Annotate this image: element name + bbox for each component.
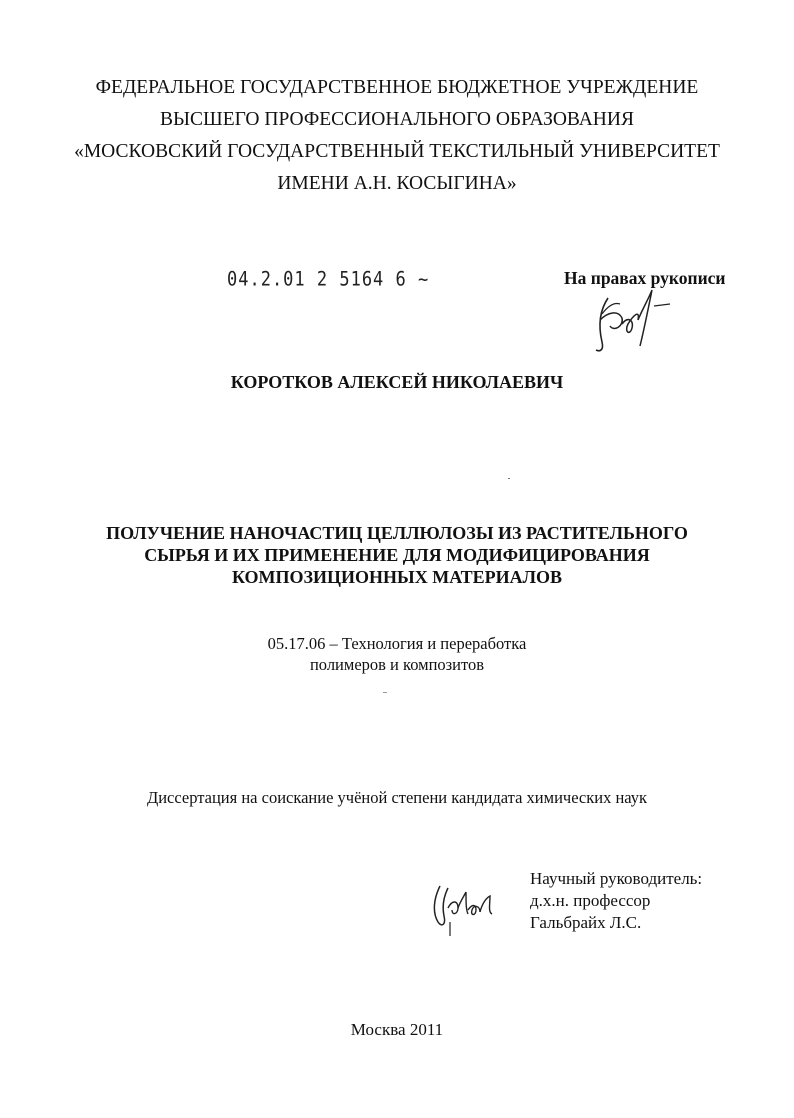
registration-number: 04.2.01 2 5164 6 ~ [227, 268, 430, 291]
specialty-line: полимеров и композитов [309, 655, 485, 674]
author-name: КОРОТКОВ АЛЕКСЕЙ НИКОЛАЕВИЧ [230, 372, 564, 392]
institution-line: «МОСКОВСКИЙ ГОСУДАРСТВЕННЫЙ ТЕКСТИЛЬНЫЙ УНИВЕРСИТЕТ [74, 141, 720, 162]
title-line: КОМПОЗИЦИОННЫХ МАТЕРИАЛОВ [231, 567, 563, 587]
dissertation-title [0, 522, 794, 588]
supervisor-block [530, 868, 702, 934]
supervisor-signature-icon [430, 878, 500, 938]
title-line: СЫРЬЯ И ИХ ПРИМЕНЕНИЕ ДЛЯ МОДИФИЦИРОВАНИЯ [144, 545, 650, 565]
degree-statement: Диссертация на соискание учёной степени кандидата химических наук [146, 788, 648, 807]
scan-speck [508, 478, 510, 479]
title-line: ПОЛУЧЕНИЕ НАНОЧАСТИЦ ЦЕЛЛЮЛОЗЫ ИЗ РАСТИТЕЛЬНОГО [106, 523, 688, 543]
scan-speck [383, 692, 387, 693]
institution-header [0, 72, 794, 200]
institution-line: ФЕДЕРАЛЬНОЕ ГОСУДАРСТВЕННОЕ БЮДЖЕТНОЕ УЧРЕЖДЕНИЕ [95, 77, 699, 98]
supervisor-line: Гальбрайх Л.С. [530, 913, 642, 932]
supervisor-line: д.х.н. профессор [530, 891, 651, 910]
institution-line: ИМЕНИ А.Н. КОСЫГИНА» [277, 173, 517, 194]
author-signature-icon [578, 280, 678, 360]
specialty-line: 05.17.06 – Технология и переработка [267, 634, 527, 653]
institution-line: ВЫСШЕГО ПРОФЕССИОНАЛЬНОГО ОБРАЗОВАНИЯ [160, 109, 634, 130]
supervisor-line: Научный руководитель: [530, 869, 703, 888]
specialty [0, 633, 794, 675]
manuscript-note: На правах рукописи [564, 268, 726, 288]
city-year: Москва 2011 [350, 1020, 444, 1039]
